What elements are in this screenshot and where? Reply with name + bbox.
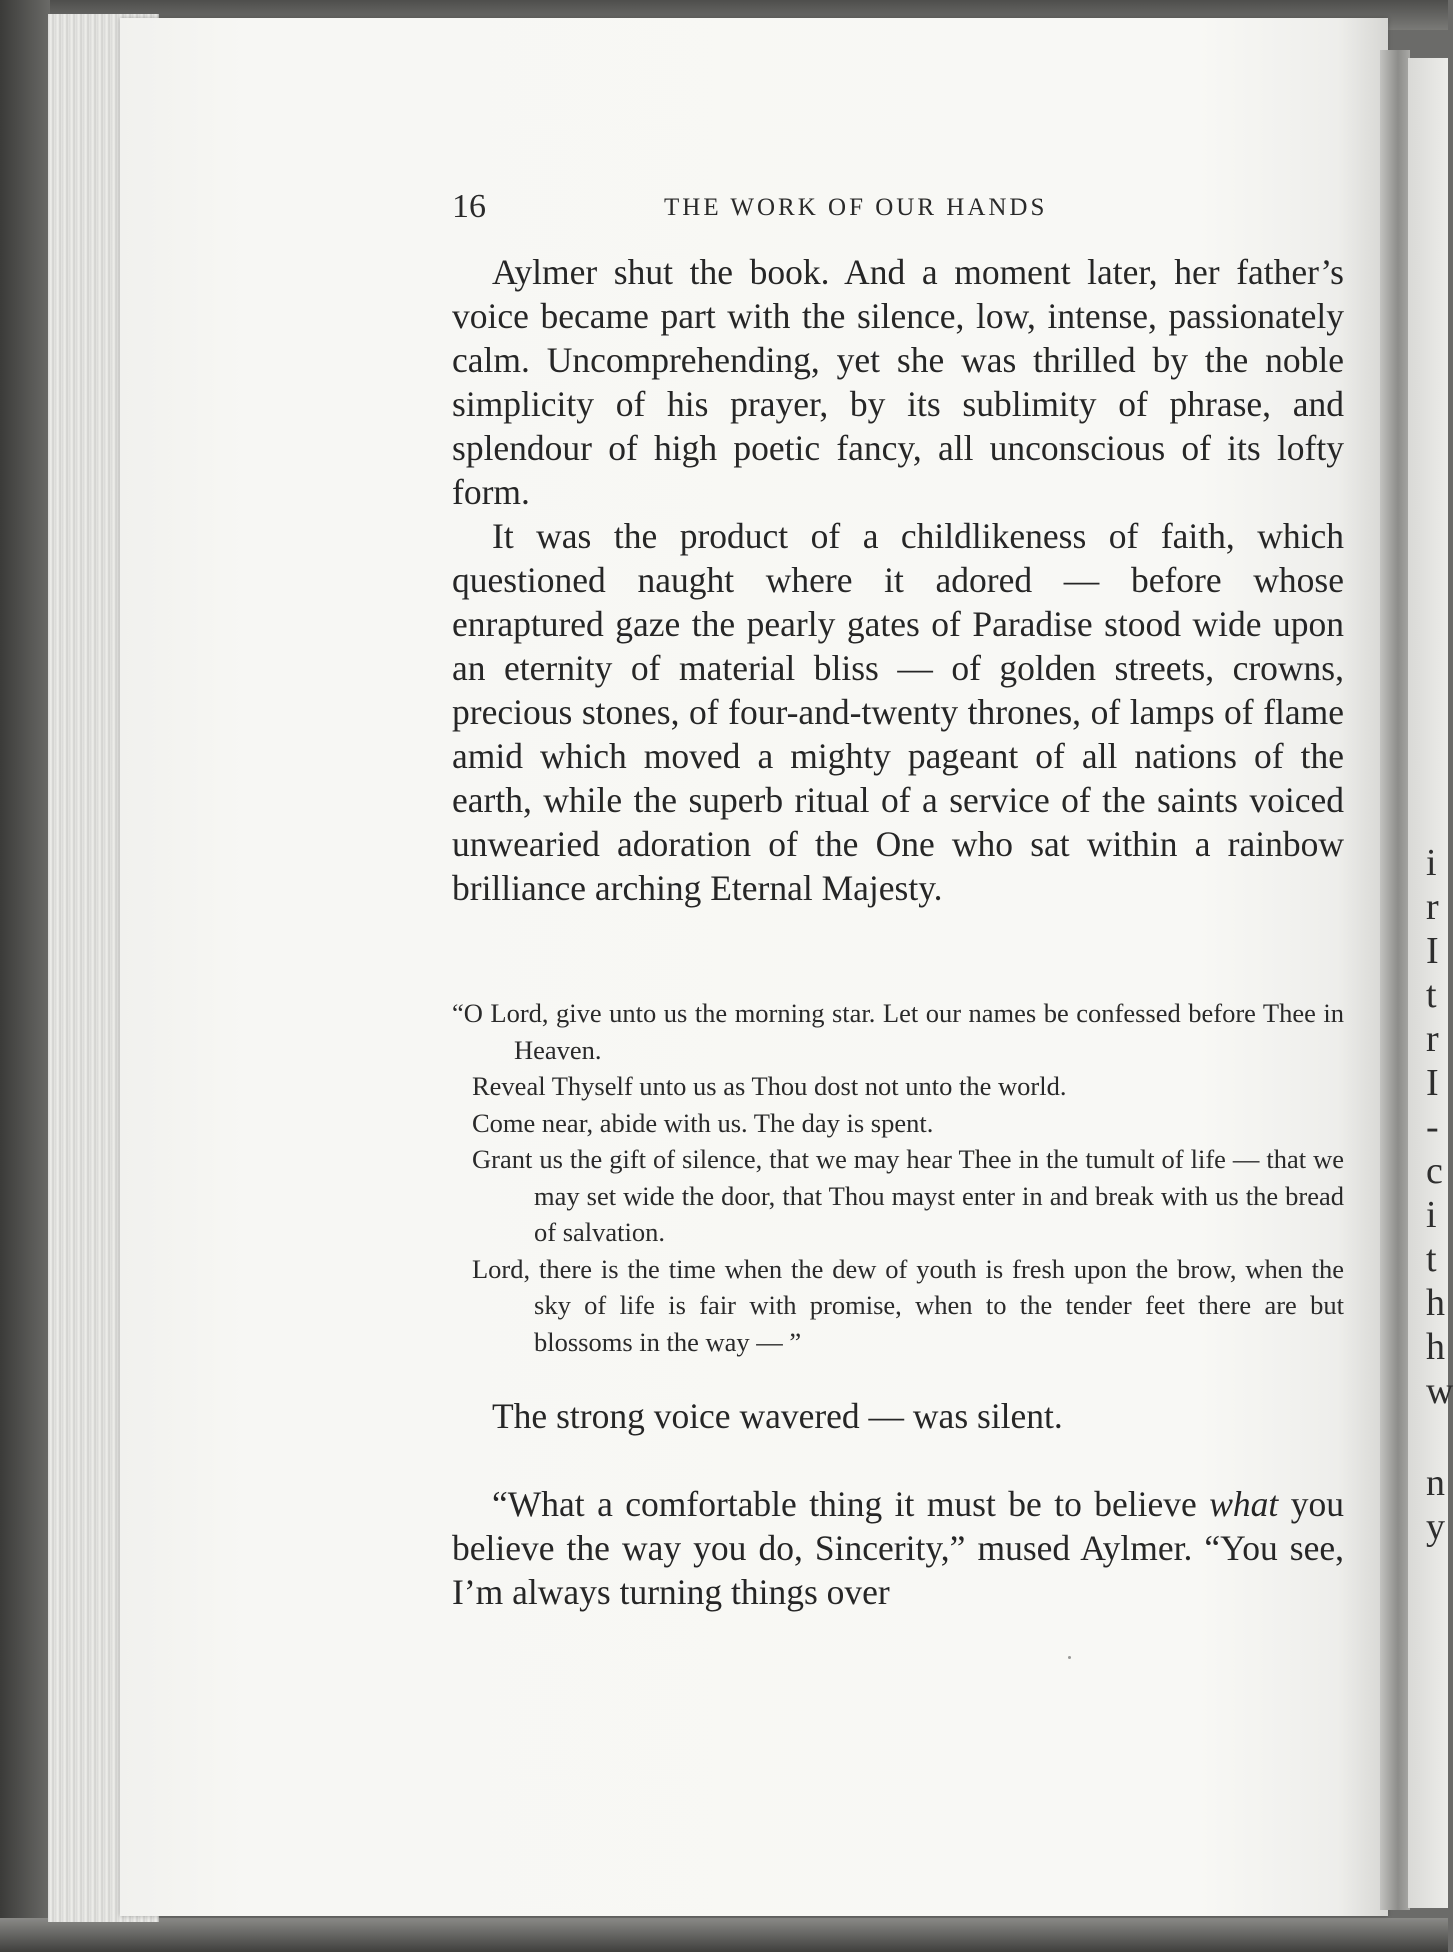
scanner-bed-bottom [0,1918,1448,1952]
prayer-line: Reveal Thyself unto us as Thou dost not unto the world. [472,1071,1067,1101]
book-gutter [1380,50,1410,1910]
sliver-letter: - [1426,1106,1439,1148]
next-page-sliver [1408,58,1453,1908]
sliver-letter: t [1426,974,1437,1016]
scanner-bed-left [0,0,50,1952]
text-run: “What a comfortable thing it must be to believe [492,1484,1210,1524]
prayer-block [452,995,1344,1360]
prayer-line: Come near, abide with us. The day is spent. [472,1107,934,1138]
sliver-letter: r [1426,886,1439,928]
text-run: you believe the way you do, Sincerity,” mused Aylmer. “You see, I’m always turning things over [452,1484,1344,1612]
voice-line: The strong voice wavered — was silent. [492,1396,1063,1436]
paragraph: It was the product of a childlikeness of faith, which questioned naught where it adored — before whose enraptured gaze the pearly gates of Paradise stood wide upon an eternity of material bliss — of golden streets, crowns, precious stones, of four-and-twenty thrones, of lamps of flame amid which moved a mighty pageant of all nations of the earth, while the superb ritual of a service of the saints voiced unwearied adoration of the One who sat within a rainbow brilliance arching Eternal Majesty. [452,516,1344,908]
italic-word: what [1209,1484,1279,1524]
sliver-letter: t [1426,1238,1437,1280]
sliver-letter: y [1426,1506,1445,1548]
sliver-letter: i [1426,842,1437,884]
sliver-letter: I [1426,930,1439,972]
paragraph: Aylmer shut the book. And a moment later, her father’s voice became part with the silence, low, intense, passionately calm. Uncomprehending, yet she was thrilled by the noble simplicity of his prayer, by its sublimity of phrase, and splendour of high poetic fancy, all unconscious of its lofty form. [452,252,1344,512]
sliver-letter: c [1426,1150,1443,1192]
prayer-line: Lord, there is the time when the dew of youth is fresh upon the brow, when the sky of life is fair with promise, when to the tender feet there are but blossoms in the way — ” [472,1253,1344,1357]
sliver-letter: w [1426,1370,1453,1412]
final-paragraph [452,1482,1344,1614]
running-head: THE WORK OF OUR HANDS [664,194,1048,221]
sliver-letter: n [1426,1462,1445,1504]
page-header [452,188,1352,238]
prayer-line: Grant us the gift of silence, that we may hear Thee in the tumult of life — that we may set wide the door, that Thou mayst enter in and break with us the bread of salvation. [472,1144,1344,1247]
body-text [452,250,1344,910]
page-number: 16 [452,188,486,225]
paper-speck [1068,1656,1071,1659]
sliver-letter: r [1426,1018,1439,1060]
sliver-letter: h [1426,1282,1445,1324]
prayer-line: “O Lord, give unto us the morning star. Let our names be confessed before Thee in Heaven. [452,998,1344,1065]
sliver-letter: I [1426,1062,1439,1104]
sliver-letter: h [1426,1326,1445,1368]
paragraph [452,1482,1344,1614]
sliver-letter: i [1426,1194,1437,1236]
